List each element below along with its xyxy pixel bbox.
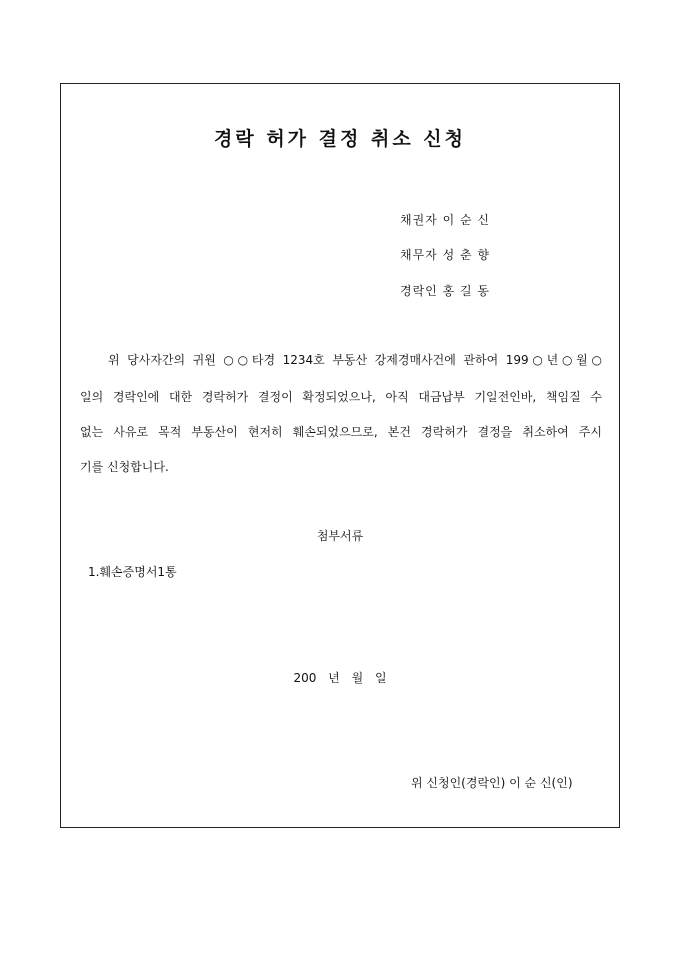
attachment-item: 1.훼손증명서1통 — [88, 565, 177, 579]
attachments-heading: 첨부서류 — [316, 529, 364, 543]
document-title: 경락 허가 결정 취소 신청 — [214, 128, 466, 150]
body-text-line: 없는 사유로 목적 부동산이 현저히 훼손되었으므로, 본건 경락허가 결정을 취소하여 주시 — [80, 425, 602, 439]
bidder-name: 경락인 홍 길 동 — [400, 284, 490, 298]
body-text-line: 위 당사자간의 귀원 ○○타경 1234호 부동산 강제경매사건에 관하여 199○년○월○ — [108, 353, 602, 367]
applicant-signature: 위 신청인(경락인) 이 순 신(인) — [411, 776, 573, 790]
debtor-name: 채무자 성 춘 향 — [400, 248, 490, 262]
creditor-name: 채권자 이 순 신 — [400, 213, 490, 227]
body-text-line: 일의 경락인에 대한 경락허가 결정이 확정되었으나, 아직 대금납부 기일전인바, 책임질 수 — [80, 390, 602, 404]
body-text-line: 기를 신청합니다. — [80, 460, 169, 474]
document-border — [60, 83, 620, 828]
date-line: 200 년 월 일 — [293, 671, 387, 685]
